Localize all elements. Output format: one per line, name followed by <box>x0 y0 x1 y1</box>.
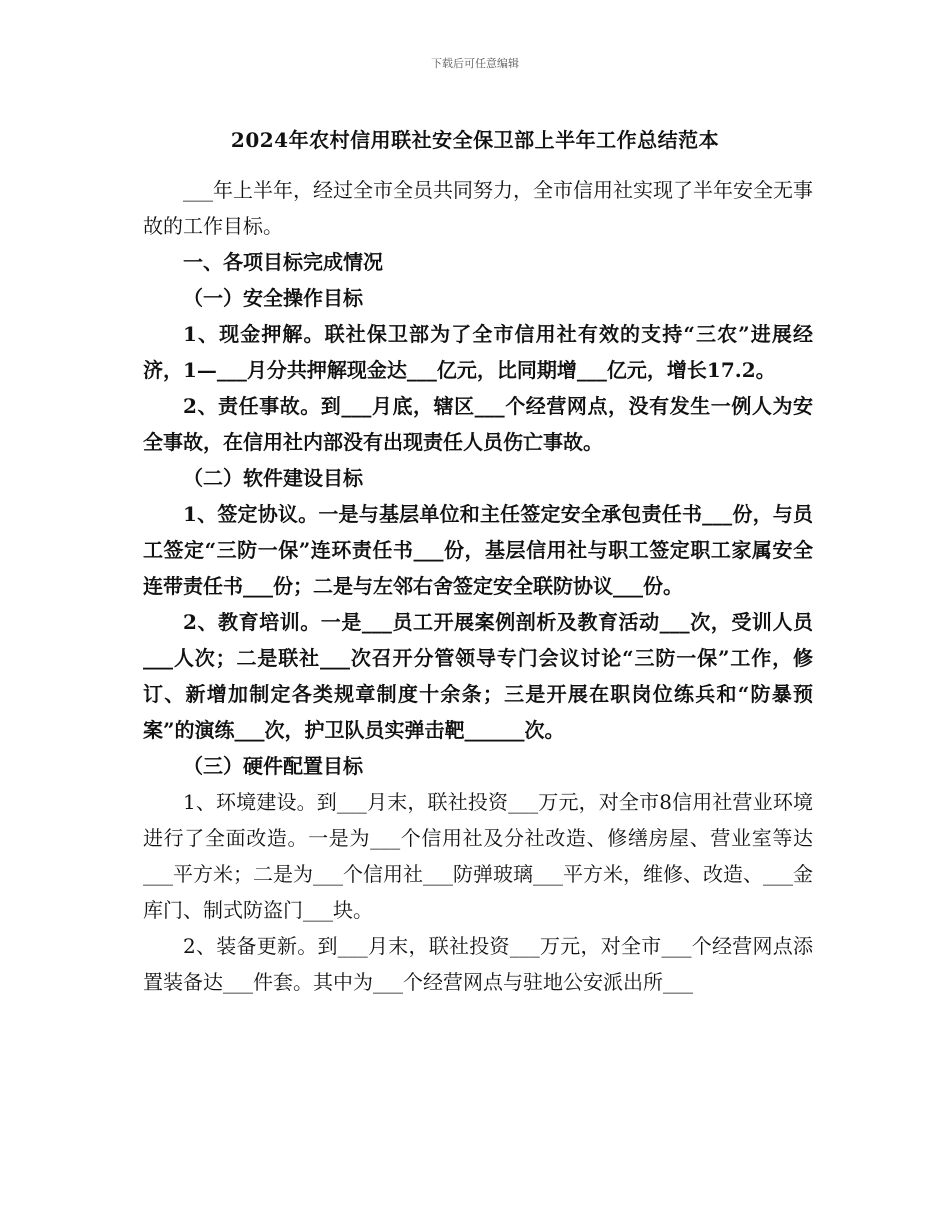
paragraph-environment: 1、环境建设。到___月末，联社投资___万元，对全市8信用社营业环境进行了全面改造。一是为___个信用社及分社改造、修缮房屋、营业室等达___平方米；二是为___个信用社___防弹玻璃___平方米，维修、改造、___金库门、制式防盗门___块。 <box>143 790 813 922</box>
subsection-heading-1: （一）安全操作目标 <box>183 286 363 310</box>
paragraph-equipment: 2、装备更新。到___月末，联社投资___万元，对全市___个经营网点添置装备达___件套。其中为___个经营网点与驻地公安派出所___ <box>143 934 813 994</box>
paragraph-training: 2、教育培训。一是___员工开展案例剖析及教育活动___次，受训人员___人次；二是联社___次召开分管领导专门会议讨论“三防一保”工作，修订、新增加制定各类规章制度十余条；三是开展在职岗位练兵和“防暴预案”的演练___次，护卫队员实弹击靶______次。 <box>143 610 813 742</box>
page-header-note: 下载后可任意编辑 <box>431 57 519 70</box>
document-title: 2024年农村信用联社安全保卫部上半年工作总结范本 <box>230 128 720 152</box>
subsection-heading-2: （二）软件建设目标 <box>183 466 363 490</box>
subsection-heading-3: （三）硬件配置目标 <box>183 754 363 778</box>
document-body <box>143 172 813 1000</box>
paragraph-agreements: 1、签定协议。一是与基层单位和主任签定安全承包责任书___份，与员工签定“三防一保”连环责任书___份，基层信用社与职工签定职工家属安全连带责任书___份；二是与左邻右舍签定安全联防协议___份。 <box>143 502 813 598</box>
paragraph-liability-accidents: 2、责任事故。到___月底，辖区___个经营网点，没有发生一例人为安全事故，在信用社内部没有出现责任人员伤亡事故。 <box>143 394 813 454</box>
section-heading-1: 一、各项目标完成情况 <box>183 250 383 274</box>
intro-paragraph: ___年上半年，经过全市全员共同努力，全市信用社实现了半年安全无事故的工作目标。 <box>143 178 813 238</box>
paragraph-cash-escort: 1、现金押解。联社保卫部为了全市信用社有效的支持“三农”进展经济，1—___月分共押解现金达___亿元，比同期增___亿元，增长17.2。 <box>143 322 813 382</box>
